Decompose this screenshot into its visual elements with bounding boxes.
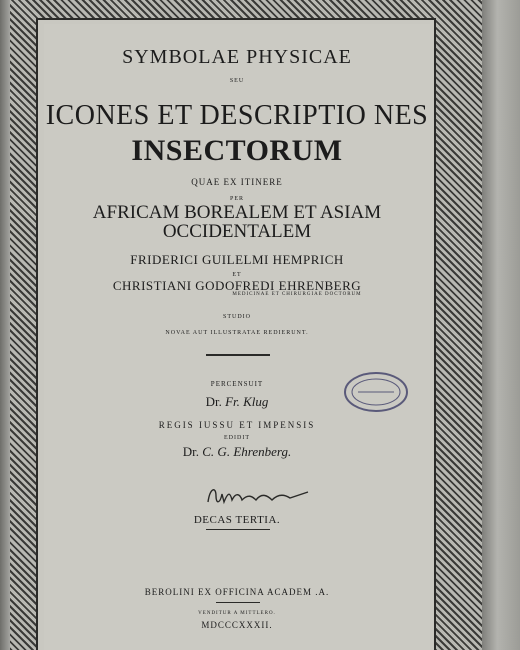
author-line-1: FRIDERICI GUILELMI HEMPRICH: [130, 252, 344, 267]
percensuit-line: PERCENSUIT: [210, 380, 264, 388]
author-conjunction: ET: [232, 272, 242, 278]
subtitle-line-5: QUAE EX ITINERE: [191, 177, 283, 187]
studio-detail: NOVAE AUT ILLUSTRATAE REDIERUNT.: [165, 330, 309, 336]
subtitle-line-6: PER: [229, 196, 244, 202]
editor-line-1: Dr. Fr. Klug: [205, 394, 269, 409]
royal-line: REGIS IUSSU ET IMPENSIS: [158, 420, 316, 430]
page-edge: [482, 0, 520, 650]
title-plate: [44, 24, 430, 650]
edidit-line: EDIDIT: [224, 435, 250, 441]
title-line-3: ICONES ET DESCRIPTIO NES: [45, 100, 429, 131]
library-stamp-icon: [342, 370, 410, 414]
author-line-2: CHRISTIANI GODOFREDI EHRENBERG: [112, 278, 362, 293]
seller-line: VENDITUR A MITTLERO.: [198, 611, 276, 616]
title-line-1: SYMBOLAE PHYSICAE: [122, 46, 352, 68]
title-line-2: SEU: [229, 78, 245, 84]
subtitle-line-7: AFRICAM BOREALEM ET ASIAM: [92, 202, 382, 223]
author-credential: MEDICINAE ET CHIRURGIAE DOCTORUM: [232, 292, 362, 297]
studio-line: STUDIO: [223, 314, 251, 320]
editor-line-2: Dr. C. G. Ehrenberg.: [182, 444, 292, 459]
subtitle-line-8: OCCIDENTALEM: [162, 221, 312, 242]
divider-rule: [206, 354, 270, 356]
decas-line: DECAS TERTIA.: [193, 514, 281, 526]
publisher-rule: [216, 602, 260, 603]
year-line: MDCCCXXXII.: [201, 620, 273, 630]
decas-underline: [206, 529, 270, 530]
book-spine: [0, 0, 10, 650]
publisher-line: BEROLINI EX OFFICINA ACADEM .A.: [144, 587, 330, 597]
handwritten-signature: [204, 482, 314, 510]
title-main: INSECTORUM: [131, 134, 343, 167]
